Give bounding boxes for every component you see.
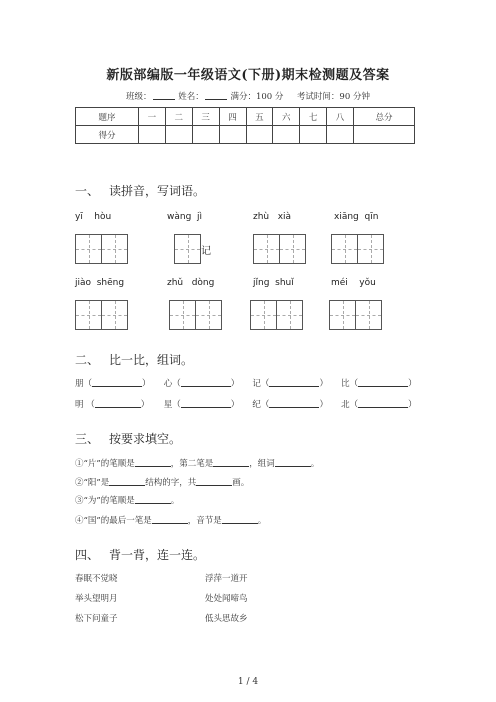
writing-grid-8[interactable]	[329, 300, 381, 330]
section2-heading	[75, 351, 193, 368]
fill-question-1: ①“片”的笔顺是 ，第二笔是 ，组词 。	[75, 459, 320, 469]
writing-grid-2[interactable]	[174, 234, 200, 264]
section3-title: 按要求填空。	[109, 432, 182, 446]
section4-number: 四、	[75, 548, 100, 562]
pinyin-8: méi yǒu	[331, 278, 376, 288]
compare-item: 记（ ）	[252, 379, 328, 389]
section4-title: 背一背，连一连。	[109, 548, 206, 562]
compare-item: 比（ ）	[341, 379, 417, 389]
answer-blank[interactable]	[109, 476, 145, 486]
name-blank[interactable]	[205, 91, 227, 100]
answer-blank[interactable]	[135, 494, 171, 504]
score-cell[interactable]	[219, 126, 246, 144]
pinyin-2: wàng jì	[167, 212, 203, 222]
score-cell[interactable]	[165, 126, 192, 144]
fill-question-2: ②“阳”是 结构的字，共 画。	[75, 478, 250, 488]
writing-grid-7[interactable]	[250, 300, 302, 330]
compare-item: 北（ ）	[341, 400, 417, 410]
pinyin-5: jiào shēng	[75, 278, 125, 288]
writing-grid-3[interactable]	[253, 234, 305, 264]
score-header-cell: 六	[273, 108, 300, 126]
poem-left-3[interactable]: 松下问童子	[75, 614, 118, 624]
poem-right-1[interactable]: 浮萍一道开	[205, 574, 248, 584]
writing-grid-1[interactable]	[75, 234, 127, 264]
writing-grid-4[interactable]	[331, 234, 383, 264]
writing-grid-6[interactable]	[169, 300, 221, 330]
section3-heading	[75, 430, 181, 447]
answer-blank[interactable]	[358, 398, 408, 408]
section1-number: 一、	[75, 184, 100, 198]
score-header-cell: 五	[246, 108, 273, 126]
pinyin-6: zhǔ dòng	[167, 278, 215, 288]
given-character: 记	[201, 246, 211, 257]
pinyin-3: zhù xià	[253, 212, 292, 222]
score-cell[interactable]	[139, 126, 166, 144]
answer-blank[interactable]	[269, 398, 319, 408]
poem-right-2[interactable]: 处处闻啼鸟	[205, 594, 248, 604]
answer-blank[interactable]	[92, 377, 142, 387]
score-row-label: 得分	[76, 126, 139, 144]
exam-info	[0, 90, 496, 102]
answer-blank[interactable]	[181, 377, 231, 387]
score-cell[interactable]	[246, 126, 273, 144]
page-title: 新版部编版一年级语文(下册)期末检测题及答案	[106, 68, 390, 83]
answer-blank[interactable]	[181, 398, 231, 408]
section1-title: 读拼音，写词语。	[109, 184, 206, 198]
score-header-cell: 四	[219, 108, 246, 126]
fill-question-4: ④“国”的最后一笔是 ，音节是 。	[75, 516, 267, 526]
class-blank[interactable]	[153, 91, 175, 100]
fill-question-3: ③“为”的笔顺是 。	[75, 496, 180, 506]
answer-blank[interactable]	[135, 457, 171, 467]
score-cell[interactable]	[327, 126, 354, 144]
answer-blank[interactable]	[269, 377, 319, 387]
section4-heading	[75, 546, 205, 563]
compare-item: 纪（ ）	[252, 400, 328, 410]
section2-title: 比一比，组词。	[109, 353, 194, 367]
answer-blank[interactable]	[275, 457, 311, 467]
pinyin-7: jǐng shuǐ	[253, 278, 294, 288]
poem-right-3[interactable]: 低头思故乡	[205, 614, 248, 624]
score-cell[interactable]	[192, 126, 219, 144]
score-table-header-row	[76, 108, 415, 126]
answer-blank[interactable]	[213, 457, 249, 467]
score-cell[interactable]	[273, 126, 300, 144]
score-header-cell: 一	[139, 108, 166, 126]
exam-time: 考试时间：90 分钟	[296, 92, 370, 102]
score-table	[75, 107, 415, 144]
score-header-cell: 三	[192, 108, 219, 126]
name-label: 姓名：	[178, 92, 204, 102]
score-cell[interactable]	[354, 126, 415, 144]
page-number: 1 / 4	[237, 677, 259, 687]
compare-item: 星（ ）	[163, 400, 240, 410]
answer-blank[interactable]	[95, 398, 141, 408]
score-cell[interactable]	[300, 126, 327, 144]
section2-number: 二、	[75, 353, 100, 367]
section1-heading	[75, 182, 205, 199]
compare-item: 朋（ ）	[75, 379, 151, 389]
pinyin-4: xiāng qīn	[334, 212, 379, 222]
score-header-cell: 题序	[76, 108, 139, 126]
answer-blank[interactable]	[222, 514, 258, 524]
score-header-cell: 总分	[354, 108, 415, 126]
compare-row-2	[75, 398, 417, 410]
class-label: 班级：	[126, 92, 152, 102]
section3-number: 三、	[75, 432, 100, 446]
compare-item: 心（ ）	[163, 379, 240, 389]
full-score: 满分：100 分	[230, 92, 284, 102]
compare-item: 明 （ ）	[75, 400, 150, 410]
score-table-score-row	[76, 126, 415, 144]
poem-left-2[interactable]: 举头望明月	[75, 594, 118, 604]
answer-blank[interactable]	[196, 476, 232, 486]
poem-left-1[interactable]: 春眠不觉晓	[75, 574, 118, 584]
answer-blank[interactable]	[152, 514, 188, 524]
compare-row-1	[75, 377, 417, 389]
pinyin-1: yī hòu	[75, 212, 112, 222]
score-header-cell: 二	[165, 108, 192, 126]
score-header-cell: 八	[327, 108, 354, 126]
answer-blank[interactable]	[358, 377, 408, 387]
writing-grid-5[interactable]	[75, 300, 127, 330]
score-header-cell: 七	[300, 108, 327, 126]
